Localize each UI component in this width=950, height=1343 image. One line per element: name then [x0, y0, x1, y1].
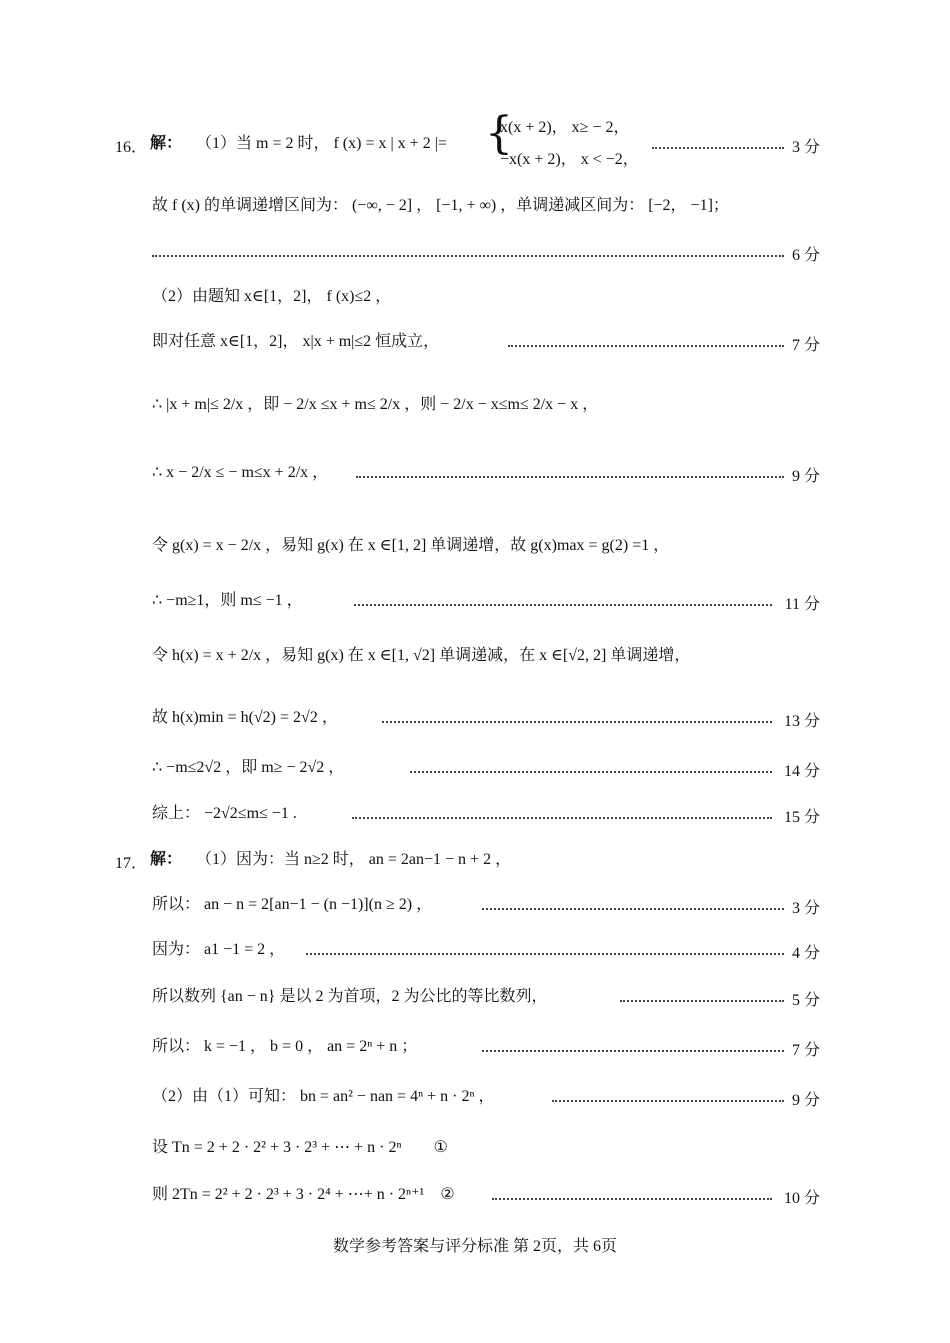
dot-leader [620, 1000, 784, 1002]
dot-leader [552, 1100, 784, 1102]
q16-number: 16． [115, 139, 148, 156]
q16-line1: （1）当 m = 2 时， f (x) = x | x + 2 |= [196, 135, 447, 152]
q17-line4: 所以数列 {an − n} 是以 2 为首项，2 为公比的等比数列， [152, 988, 548, 1005]
q17-line7: 设 Tn = 2 + 2 · 2² + 3 · 2³ + ⋯ + n · 2ⁿ ① [152, 1139, 448, 1156]
dot-leader [356, 476, 784, 478]
q16-line11: 故 h(x)min = h(√2) = 2√2 ， [152, 709, 338, 726]
piecewise-brace: { [485, 108, 513, 159]
q17-line1: （1）因为：当 n≥2 时， an = 2an−1 − n + 2 ， [196, 851, 512, 868]
q16-line12: ∴ −m≤2√2 ，即 m≥ − 2√2 ， [152, 759, 345, 776]
q16-score-9: 9 分 [791, 468, 820, 485]
dot-leader [492, 1198, 772, 1200]
q16-line7: ∴ x − 2/x ≤ − m≤x + 2/x ， [152, 464, 329, 481]
q16-line2: 故 f (x) 的单调递增区间为： (−∞, − 2] ， [−1, + ∞) ，单调递减区间为： [−2， −1]； [152, 197, 729, 214]
q17-line2: 所以： an − n = 2[an−1 − (n −1)](n ≥ 2) ， [152, 896, 433, 913]
q16-score-6: 6 分 [791, 247, 820, 264]
q17-jie: 解： [150, 851, 183, 868]
q17-line3: 因为： a1 −1 = 2 ， [152, 941, 286, 958]
q16-case1: x(x + 2)， x≥ − 2， [500, 119, 630, 136]
dot-leader [306, 953, 784, 955]
dot-leader [508, 345, 784, 347]
q17-score-9: 9 分 [791, 1092, 820, 1109]
q17-score-4: 4 分 [791, 945, 820, 962]
dot-leader [482, 1050, 784, 1052]
q16-line8: 令 g(x) = x − 2/x ，易知 g(x) 在 x ∈[1, 2] 单调递增，故 g(x)max = g(2) =1 ， [152, 537, 670, 554]
q17-score-3: 3 分 [791, 900, 820, 917]
q17-score-10: 10 分 [783, 1190, 820, 1207]
q17-number: 17． [115, 855, 148, 872]
q17-line6: （2）由（1）可知： bn = an² − nan = 4ⁿ + n · 2ⁿ ， [152, 1088, 495, 1105]
q16-line4: （2）由题知 x∈[1，2]， f (x)≤2 ， [152, 288, 392, 305]
q17-line5: 所以： k = −1 ， b = 0 ， an = 2ⁿ + n ； [152, 1038, 418, 1055]
q16-score-15: 15 分 [783, 809, 820, 826]
q16-line13: 综上： −2√2≤m≤ −1 . [152, 805, 297, 822]
q16-score-7: 7 分 [791, 337, 820, 354]
q16-line6: ∴ |x + m|≤ 2/x ，即 − 2/x ≤x + m≤ 2/x ，则 − 2/x − x≤m≤ 2/x − x ， [152, 396, 599, 413]
dot-leader [652, 147, 784, 149]
q16-score-13: 13 分 [783, 713, 820, 730]
q16-score-3: 3 分 [791, 139, 820, 156]
q16-line10: 令 h(x) = x + 2/x ，易知 g(x) 在 x ∈[1, √2] 单调递减，在 x ∈[√2, 2] 单调递增， [152, 647, 691, 664]
dot-leader [410, 771, 772, 773]
q16-jie: 解： [150, 135, 183, 152]
q16-score-14: 14 分 [783, 763, 820, 780]
page-footer: 数学参考答案与评分标准 第 2页，共 6页 [332, 1238, 617, 1255]
q17-score-5: 5 分 [791, 992, 820, 1009]
dot-leader [152, 255, 784, 257]
q16-line9: ∴ −m≥1，则 m≤ −1 ， [152, 592, 303, 609]
q16-line5: 即对任意 x∈[1，2]， x|x + m|≤2 恒成立， [152, 333, 440, 350]
q16-case2: −x(x + 2)， x < −2， [500, 151, 639, 168]
dot-leader [354, 604, 772, 606]
q17-score-7: 7 分 [791, 1042, 820, 1059]
dot-leader [352, 817, 772, 819]
dot-leader [482, 908, 784, 910]
q16-score-11: 11 分 [784, 596, 820, 613]
q17-line8: 则 2Tn = 2² + 2 · 2³ + 3 · 2⁴ + ⋯+ n · 2ⁿ⁺¹ ② [152, 1186, 455, 1203]
dot-leader [382, 721, 772, 723]
